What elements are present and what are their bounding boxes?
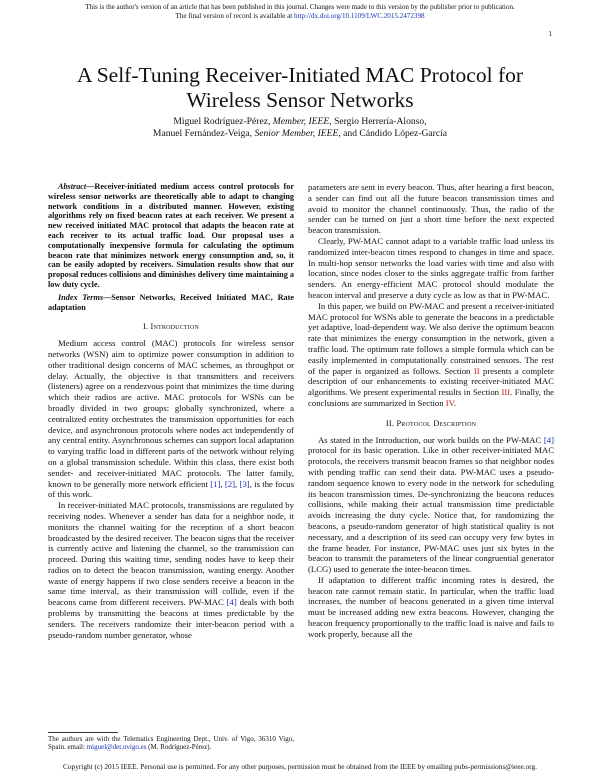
author-list — [20, 116, 580, 140]
title-line-1: A Self-Tuning Receiver-Initiated MAC Protocol for — [76, 63, 524, 87]
intro-paragraph-1: Medium access control (MAC) protocols for wireless sensor networks (WSN) aim to optimize power consumption in addition to other traditional design concerns of MAC schemes, as throughput or delay. Actually, the objective is that transmitters and receivers (listeners) agree on a rendezvous point that minimizes the time during which their radios are active. MAC protocols for WSNs can be broadly divided in two groups: globally synchronized, where a centralized entity orchestrates the transmission opportunities for each device, and asynchronous protocols where nodes act independently of any central entity. Asynchronous schemes can support local adaptation to varying traffic load in different parts of the network without relying on a global transmission schedule. Within this class, there exist both sender- and receiver-initiated MAC protocols. The latter family, known to be generally more network efficient [1], [2], [3], is the focus of this work. — [48, 338, 295, 500]
doi-link[interactable]: http://dx.doi.org/10.1109/LWC.2015.2472398 — [294, 11, 425, 20]
author-3-role: Senior Member, IEEE, — [254, 128, 341, 139]
right-p3-end: . — [453, 397, 456, 408]
section-1-heading — [48, 322, 294, 333]
intro-p1-end: , is the focus of this work. — [48, 478, 295, 500]
protocol-paragraph-1 — [308, 435, 554, 575]
intro-p1-text: Medium access control (MAC) protocols for wireless sensor networks (WSN) aim to optimize power consumption in addition to other traditional design concerns of MAC schemes, as throughput or delay. Actually, the objective is that transmitters and receivers (listeners) agree on a rendezvous point that minimizes the time during which their radios are active. MAC protocols for WSNs can be broadly divided in two groups: globally synchronized, where a centralized entity orchestrates the transmission opportunities for each device, and asynchronous protocols where nodes act independently of any central entity. Asynchronous schemes can support local adaptation to varying traffic load in different parts of the network without relying on a global transmission schedule. Within this class, there exist both sender- and receiver-initiated MAC protocols. The latter family, known to be generally more network efficient — [48, 338, 294, 489]
author-1-role: Member, IEEE, — [272, 116, 332, 127]
abstract — [48, 182, 294, 290]
section-ref-3[interactable]: III — [501, 387, 511, 398]
intro-p2-end: deals with both problems by transmitting the beacons at times predictable by the senders. The receivers randomize their inter-beacon period with a pseudo-random number generator, whose — [48, 597, 294, 640]
copyright-notice: Copyright (c) 2015 IEEE. Personal use is permitted. For any other purposes, permission must be obtained from the IEEE by emailing pubs-permissions@ieee.org. — [63, 762, 537, 771]
section-ref-4[interactable]: IV — [445, 397, 454, 408]
section-2-title: Protocol Description — [396, 418, 477, 428]
author-4: and Cándido López-García — [343, 128, 448, 139]
citation-4-b[interactable]: [4] — [543, 434, 555, 445]
author-email-link[interactable]: miguel@det.uvigo.es — [86, 743, 147, 752]
citation-4[interactable]: [4] — [226, 597, 237, 608]
index-terms-lead: Index Terms — [58, 292, 104, 302]
paper-title — [20, 63, 580, 113]
section-2-heading — [308, 419, 554, 430]
abstract-text: —Receiver-initiated medium access control protocols for wireless sensor networks are theoretically able to adapt to changing network conditions in a distributed manner. However, existing algorithms rely on fixed beacon rates at each receiver. We present a new received initiated MAC protocol that adapts the beacon rate at each receiver to its actual traffic load. Our proposal uses a computationally inexpensive formula for calculating the optimum beacon rate that minimizes network energy consumption and, so, it can be easily adopted by receivers. Simulation results show that our proposal reduces collisions and diminishes delivery time maintaining a low duty cycle. — [48, 182, 294, 289]
section-ref-2[interactable]: II — [473, 365, 480, 376]
right-paragraph-2: Clearly, PW-MAC cannot adapt to a variable traffic load unless its randomized inter-beacon times respond to changes in time and space. In multi-hop sensor networks the load varies with time and also with location, since nodes closer to the sinks aggregate traffic from farther senders. An energy-efficient MAC protocol should modulate the beacon interval and preserve a duty cycle as low as that in PW-MAC. — [308, 235, 554, 300]
section-2-number: II. — [385, 418, 395, 428]
author-1: Miguel Rodríguez-Pérez, — [173, 116, 271, 127]
left-column — [48, 182, 294, 640]
title-line-2: Wireless Sensor Networks — [186, 88, 414, 112]
right-paragraph-3 — [308, 301, 554, 409]
notice-prefix: The final version of record is available at — [175, 11, 293, 20]
right-p3-text: In this paper, we build on PW-MAC and present a receiver-initiated MAC protocol for WSNs able to generate the beacons in a predictable yet adaptive, load-dependent way. We also derive the optimum beacon rate that minimizes the energy consumption in the network, given a traffic load. The optimum rate follows a simple formula which can be easily implemented in computationally constrained sensors. The rest of the paper is organized as follows. Section — [308, 300, 554, 376]
author-footnote — [48, 735, 294, 752]
intro-paragraph-2 — [48, 500, 294, 640]
citation-3[interactable]: [3] — [239, 478, 250, 489]
protocol-p1-end: protocol for its basic operation. Like in other receiver-initiated MAC protocols, the receivers transmit beacon frames so that neighbor nodes with pending traffic can send their data. PW-MAC uses a pseudo-random sequence known to every node in the network for scheduling its beacon transmission times. De-synchronizing the beacons reduces collisions, while making their actual transmission time predictable avoids increasing the duty cycle. Notice that, for randomizing the beacons, a pseudo-random generator of high statistical quality is not necessary, and a description of its seed can occupy very few bytes in the frame header. For instance, PW-MAC uses just six bytes in the beacon to transmit the parameters of the linear congruential generator (LCG) used to generate the inter-beacon times. — [308, 445, 554, 575]
right-paragraph-1: parameters are sent in every beacon. Thus, after hearing a first beacon, a sender can find out all the future beacon transmission times and avoid to monitor the channel continuously. Thus, the radio of the sender can be turned on just a short time before the next expected beacon transmission. — [308, 182, 554, 236]
right-p3-mid2: . Finally, the conclusions are summarized in Section — [308, 387, 555, 408]
index-terms — [48, 293, 294, 313]
protocol-paragraph-2: If adaptation to different traffic incoming rates is desired, the beacon rate cannot remain static. In particular, when the traffic load increases, the number of beacons generated in a given time interval must be increased adding new extra beacons. However, changing the beacon frequency proportionally to the traffic load is naive and fails to work properly, because all the — [308, 574, 554, 639]
page-number: 1 — [548, 30, 552, 38]
author-2: Sergio Herrería-Alonso, — [334, 116, 427, 127]
citation-1[interactable]: [1] — [210, 478, 221, 489]
footnote-name: (M. Rodríguez-Pérez). — [148, 743, 212, 752]
citation-2[interactable]: [2] — [224, 478, 236, 489]
section-1-number: I. — [142, 322, 149, 332]
author-3: Manuel Fernández-Veiga, — [152, 128, 253, 139]
right-p3-mid: presents a complete description of our enhancements to existing receiver-initiated MAC algorithms. We present experimental results in Section — [308, 365, 554, 398]
footnote-text: The authors are with the Telematics Engineering Dept., Univ. of Vigo, 36310 Vigo, Spain. email: — [48, 735, 294, 752]
index-terms-text: —Sensor Networks, Received Initiated MAC, Rate adaptation — [48, 292, 294, 312]
footnote-rule — [48, 732, 118, 733]
intro-p2-text: In receiver-initiated MAC protocols, transmissions are regulated by receiving nodes. Whenever a sender has data for a neighbor node, it monitors the channel waiting for the reception of a short beacon broadcasted by the desired receiver. The beacon signs that the receiver is currently active and listening the channel, so the transmission can proceed. During this waiting time, sending nodes have to keep their radios on to detect the beacon transmission, wasting energy. Another waste of energy happens if two close senders receive a beacon in the same time interval, as their transmission will collide, even if the beacons came from different receivers. PW-MAC — [48, 500, 294, 608]
section-1-title: Introduction — [150, 322, 200, 332]
right-column — [308, 182, 554, 640]
notice-line-2 — [0, 12, 600, 21]
abstract-lead: Abstract — [58, 182, 87, 191]
notice-line-1: This is the author's version of an article that has been published in this journal. Changes were made to this version by the publisher prior to publication. — [85, 3, 515, 11]
protocol-p1-text: As stated in the Introduction, our work builds on the PW-MAC — [318, 434, 542, 445]
publisher-notice — [0, 3, 600, 20]
